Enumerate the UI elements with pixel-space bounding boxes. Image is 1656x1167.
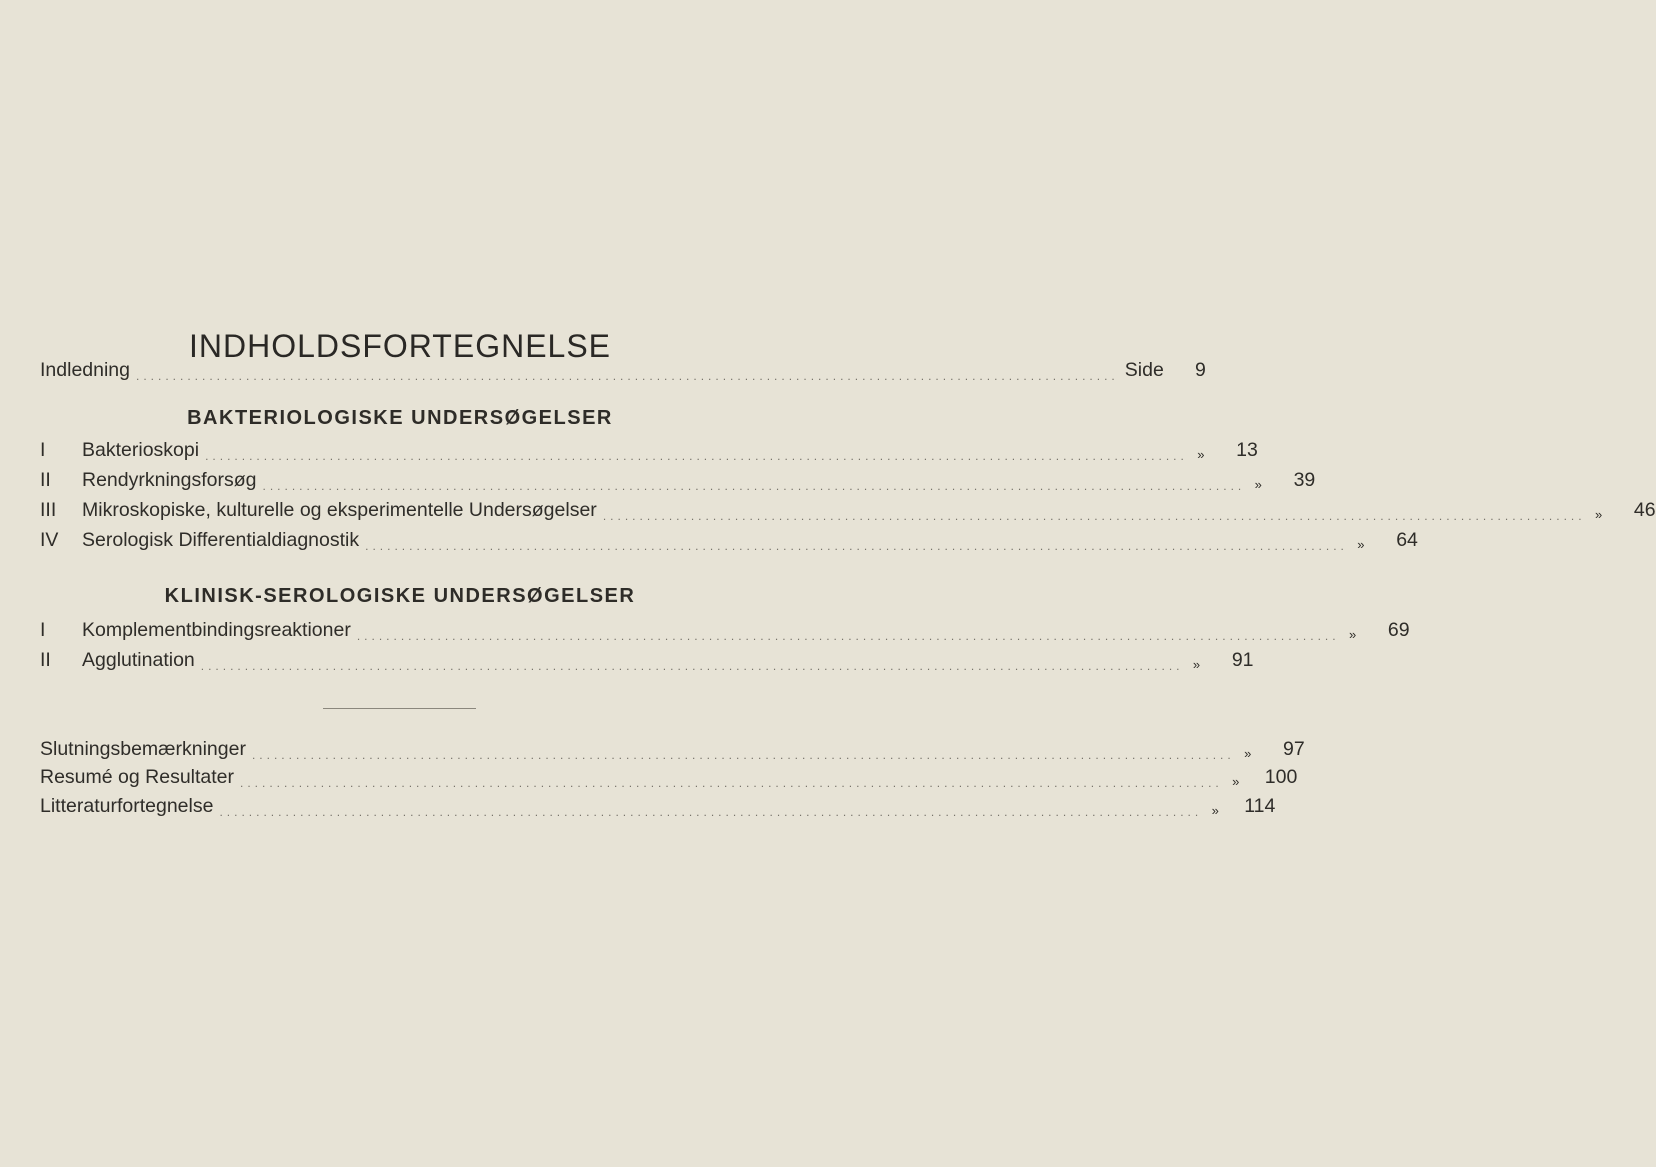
section-heading-clinical-serological: KLINISK-SEROLOGISKE UNDERSØGELSER bbox=[164, 585, 636, 607]
roman-numeral: I bbox=[40, 619, 46, 641]
page-number: 69 bbox=[1387, 619, 1410, 641]
ditto-mark: » bbox=[1211, 803, 1219, 818]
roman-numeral: II bbox=[40, 649, 51, 671]
entry-label: Mikroskopiske, kulturelle og eksperimentelle Undersøgelser bbox=[82, 499, 597, 521]
ditto-mark: » bbox=[1254, 477, 1262, 492]
entry-label: Litteraturfortegnelse bbox=[40, 795, 214, 817]
leader-dots: ...................................................................................................................................... bbox=[602, 509, 1586, 523]
page-number: 114 bbox=[1244, 795, 1276, 817]
page-number: 64 bbox=[1396, 529, 1418, 551]
ditto-mark: » bbox=[1232, 774, 1240, 789]
leader-dots: ...................................................................................................................................... bbox=[365, 539, 1348, 553]
entry-label: Serologisk Differentialdiagnostik bbox=[82, 529, 360, 551]
toc-entry bbox=[40, 763, 1298, 790]
page-number: 9 bbox=[1194, 359, 1206, 381]
toc-entry bbox=[40, 792, 1276, 819]
ditto-mark: » bbox=[1244, 746, 1252, 761]
toc-entry bbox=[40, 466, 1316, 493]
leader-dots: ...................................................................................................................................... bbox=[240, 776, 1223, 790]
page-number: 97 bbox=[1283, 738, 1305, 760]
toc-entry bbox=[40, 496, 1656, 523]
leader-dots: ...................................................................................................................................... bbox=[205, 449, 1188, 463]
entry-label: Slutningsbemærkninger bbox=[40, 738, 246, 760]
roman-numeral: IV bbox=[40, 529, 59, 551]
entry-label: Resumé og Resultater bbox=[40, 766, 235, 788]
toc-entry bbox=[40, 616, 1410, 643]
page-title: INDHOLDSFORTEGNELSE bbox=[188, 328, 612, 364]
ditto-mark: » bbox=[1348, 627, 1357, 642]
roman-numeral: I bbox=[40, 439, 46, 461]
toc-entry-intro bbox=[40, 356, 1206, 383]
roman-numeral: III bbox=[40, 499, 57, 521]
entry-label: Agglutination bbox=[82, 649, 195, 671]
page-number: 100 bbox=[1264, 766, 1298, 788]
leader-dots: ...................................................................................................................................... bbox=[356, 629, 1340, 643]
toc-entry bbox=[40, 436, 1258, 463]
roman-numeral: II bbox=[40, 469, 51, 491]
page-number: 13 bbox=[1236, 439, 1258, 461]
page-number: 39 bbox=[1293, 469, 1316, 491]
toc-entry bbox=[40, 646, 1254, 673]
entry-label: Komplementbindingsreaktioner bbox=[82, 619, 351, 641]
ditto-mark: » bbox=[1594, 507, 1603, 522]
ditto-mark: » bbox=[1197, 447, 1205, 462]
ditto-mark: » bbox=[1357, 537, 1365, 552]
leader-dots: ...................................................................................................................................... bbox=[262, 479, 1246, 493]
section-divider bbox=[323, 708, 476, 709]
toc-entry bbox=[40, 735, 1305, 762]
toc-entry bbox=[40, 526, 1418, 553]
leader-dots: ...................................................................................................................................... bbox=[136, 369, 1119, 383]
entry-label: Indledning bbox=[40, 359, 130, 381]
entry-label: Bakterioskopi bbox=[82, 439, 200, 461]
side-word: Side bbox=[1124, 359, 1164, 381]
leader-dots: ...................................................................................................................................... bbox=[200, 659, 1184, 673]
page-number: 46 bbox=[1633, 499, 1656, 521]
page-number: 91 bbox=[1231, 649, 1254, 671]
entry-label: Rendyrkningsforsøg bbox=[82, 469, 257, 491]
ditto-mark: » bbox=[1192, 657, 1201, 672]
leader-dots: ...................................................................................................................................... bbox=[251, 748, 1235, 762]
leader-dots: ...................................................................................................................................... bbox=[219, 805, 1203, 819]
section-heading-bacteriological: BAKTERIOLOGISKE UNDERSØGELSER bbox=[187, 407, 613, 429]
